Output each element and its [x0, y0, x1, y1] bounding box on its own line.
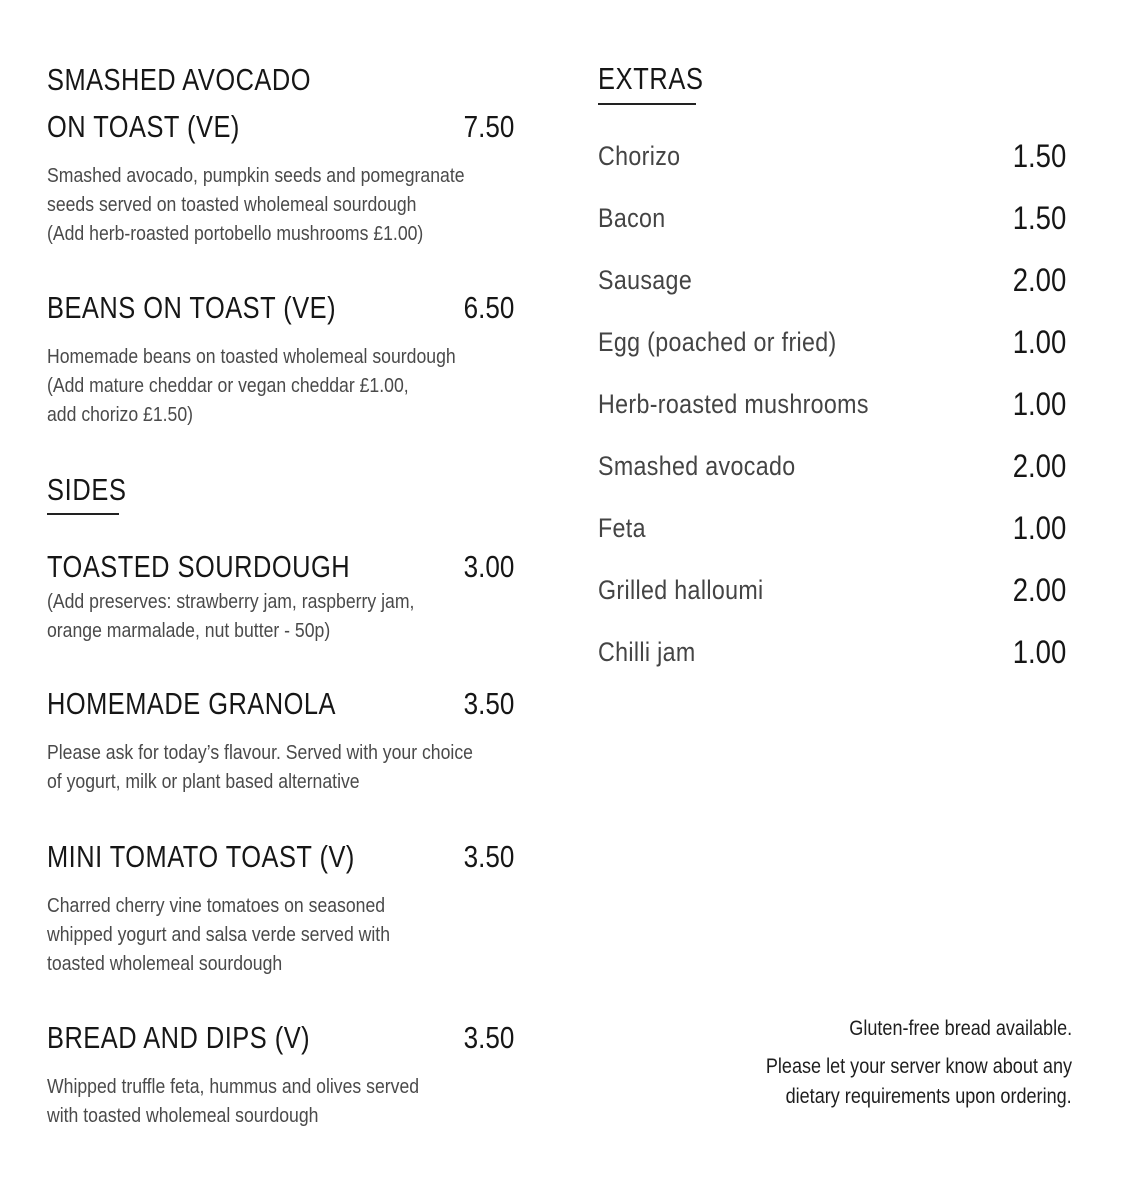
- menu-item-description: (Add mature cheddar or vegan cheddar £1.00,: [47, 374, 409, 397]
- extras-item-name: Chilli jam: [598, 637, 696, 667]
- extras-row: [598, 574, 1066, 614]
- extras-row: [598, 326, 1066, 366]
- side-item-homemade-granola: [47, 676, 522, 806]
- extras-row: [598, 388, 1066, 428]
- menu-item-title: BEANS ON TOAST (VE): [47, 290, 337, 325]
- menu-item-price: 7.50: [463, 109, 514, 144]
- side-item-description: toasted wholemeal sourdough: [47, 952, 283, 975]
- side-item-description: Whipped truffle feta, hummus and olives served: [47, 1075, 420, 1098]
- menu-item-description: Homemade beans on toasted wholemeal sourdough: [47, 345, 456, 368]
- sides-heading-underline: [47, 513, 119, 515]
- side-item-title: BREAD AND DIPS (V): [47, 1020, 311, 1055]
- side-item-description: Please ask for today’s flavour. Served with your choice: [47, 741, 473, 764]
- dietary-notes: [598, 1014, 1072, 1124]
- side-item-price: 3.00: [463, 549, 514, 584]
- menu-item-title: SMASHED AVOCADO: [47, 62, 311, 97]
- extras-row: [598, 636, 1066, 676]
- extras-item-name: Feta: [598, 513, 646, 543]
- side-item-mini-tomato-toast: [47, 828, 522, 988]
- extras-item-name: Chorizo: [598, 141, 681, 171]
- side-item-title: MINI TOMATO TOAST (V): [47, 839, 355, 874]
- side-item-title: TOASTED SOURDOUGH: [47, 549, 351, 584]
- extras-item-price: 2.00: [1012, 262, 1066, 298]
- extras-item-name: Grilled halloumi: [598, 575, 764, 605]
- extras-heading: EXTRAS: [598, 61, 704, 96]
- gluten-free-note: Gluten-free bread available.: [849, 1017, 1072, 1040]
- extras-item-name: Sausage: [598, 265, 693, 295]
- extras-row: [598, 450, 1066, 490]
- dietary-note-line: dietary requirements upon ordering.: [785, 1085, 1072, 1108]
- menu-item-description: seeds served on toasted wholemeal sourdough: [47, 193, 417, 216]
- extras-row: [598, 140, 1066, 180]
- side-item-title: HOMEMADE GRANOLA: [47, 686, 336, 721]
- extras-item-price: 1.00: [1012, 324, 1066, 360]
- side-item-price: 3.50: [463, 1020, 514, 1055]
- side-item-description: of yogurt, milk or plant based alternative: [47, 770, 360, 793]
- side-item-toasted-sourdough: [47, 540, 522, 650]
- menu-item-description: add chorizo £1.50): [47, 403, 194, 426]
- extras-item-price: 1.50: [1012, 200, 1066, 236]
- side-item-price: 3.50: [463, 686, 514, 721]
- menu-item-price: 6.50: [463, 290, 514, 325]
- extras-item-name: Bacon: [598, 203, 666, 233]
- extras-row: [598, 512, 1066, 552]
- extras-item-name: Herb-roasted mushrooms: [598, 389, 869, 419]
- menu-item-title: ON TOAST (VE): [47, 109, 240, 144]
- extras-item-price: 1.00: [1012, 634, 1066, 670]
- extras-item-price: 1.00: [1012, 510, 1066, 546]
- dietary-note-line: Please let your server know about any: [765, 1055, 1072, 1078]
- extras-heading-underline: [598, 103, 696, 105]
- side-item-description: Charred cherry vine tomatoes on seasoned: [47, 894, 386, 917]
- sides-heading: SIDES: [47, 472, 127, 507]
- side-item-description: orange marmalade, nut butter - 50p): [47, 619, 331, 642]
- menu-item-description: Smashed avocado, pumpkin seeds and pomegranate: [47, 164, 465, 187]
- extras-row: [598, 202, 1066, 242]
- menu-item-beans-on-toast: [47, 280, 522, 440]
- side-item-bread-and-dips: [47, 1010, 522, 1140]
- side-item-description: (Add preserves: strawberry jam, raspberry jam,: [47, 590, 415, 613]
- side-item-price: 3.50: [463, 839, 514, 874]
- extras-item-price: 1.00: [1012, 386, 1066, 422]
- extras-item-price: 2.00: [1012, 448, 1066, 484]
- extras-list: [598, 140, 1066, 680]
- extras-item-price: 1.50: [1012, 138, 1066, 174]
- side-item-description: with toasted wholemeal sourdough: [47, 1104, 319, 1127]
- extras-item-price: 2.00: [1012, 572, 1066, 608]
- menu-item-smashed-avocado: [47, 0, 522, 260]
- menu-item-description: (Add herb-roasted portobello mushrooms £1.00): [47, 222, 424, 245]
- extras-item-name: Smashed avocado: [598, 451, 796, 481]
- extras-item-name: Egg (poached or fried): [598, 327, 837, 357]
- extras-row: [598, 264, 1066, 304]
- side-item-description: whipped yogurt and salsa verde served with: [47, 923, 391, 946]
